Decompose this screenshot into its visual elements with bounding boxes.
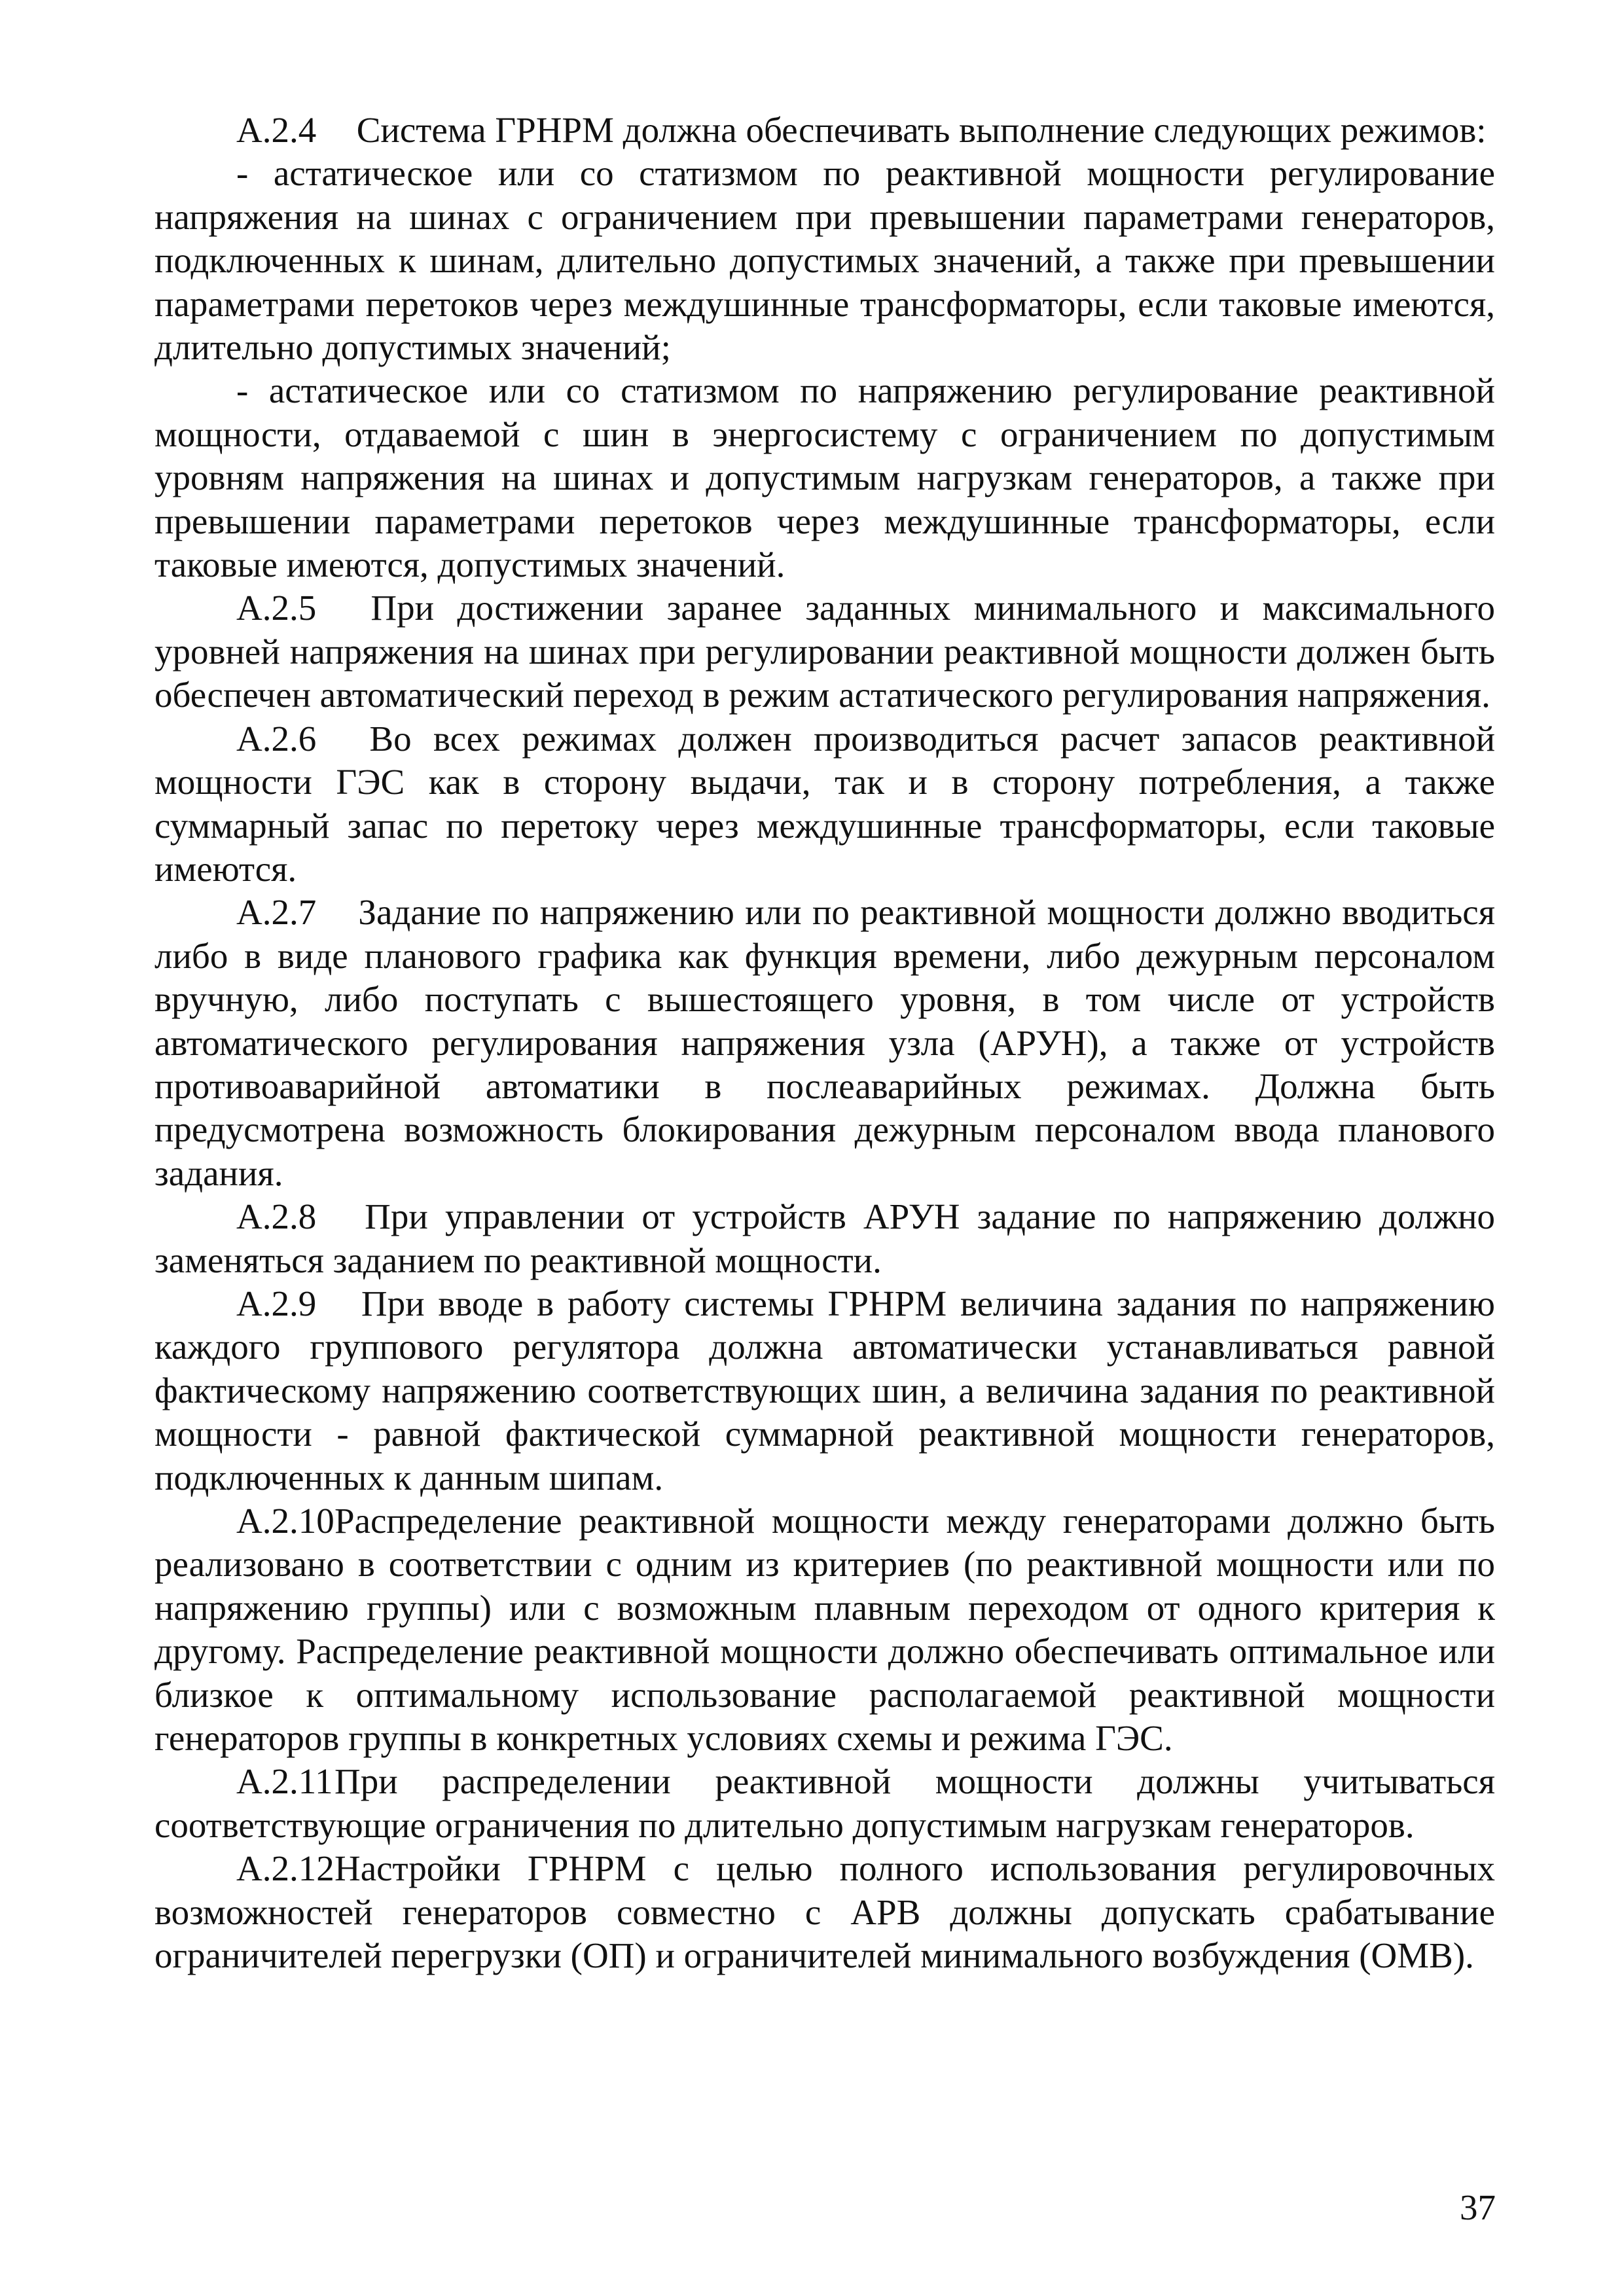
document-body	[154, 109, 1495, 1977]
paragraph-a-2-4	[154, 109, 1495, 152]
paragraph-a-2-12	[154, 1847, 1495, 1977]
clause-number: А.2.9	[236, 1283, 317, 1323]
paragraph-text: При управлении от устройств АРУН задание по напряжению должно заменяться заданием по реактивной мощности.	[154, 1196, 1496, 1280]
clause-number: А.2.11	[236, 1761, 333, 1802]
paragraph-text: - астатическое или со статизмом по реактивной мощности регулирование напряжения на шинах с ограничением при превышении параметрами генераторов, подключенных к шинам, длительно допустимых значений, а также при превышении параметрами перетоков через междушинные трансформаторы, если таковые имеются, длительно допустимых значений;	[154, 153, 1495, 368]
paragraph-a-2-7	[154, 891, 1495, 1195]
paragraph-text: Распределение реактивной мощности между генераторами должно быть реализовано в соответствии с одним из критериев (по реактивной мощности или по напряжению группы) или с возможным плавным переходом от одного критерия к другому. Распределение реактивной мощности должно обеспечивать оптимальное или близкое к оптимальному использование располагаемой реактивной мощности генераторов группы в конкретных условиях схемы и режима ГЭС.	[154, 1501, 1495, 1759]
paragraph-a-2-9	[154, 1282, 1495, 1499]
paragraph-text: Во всех режимах должен производиться расчет запасов реактивной мощности ГЭС как в сторону выдачи, так и в сторону потребления, а также суммарный запас по перетоку через междушинные трансформаторы, если таковые имеются.	[154, 718, 1496, 889]
clause-number: А.2.12	[236, 1848, 334, 1889]
list-item-reactive-power-regulation	[154, 369, 1495, 586]
paragraph-text: Система ГРНРМ должна обеспечивать выполнение следующих режимов:	[356, 110, 1487, 150]
paragraph-text: Настройки ГРНРМ с целью полного использования регулировочных возможностей генераторов совместно с АРВ должны допускать срабатывание ограничителей перегрузки (ОП) и ограничителей минимального возбуждения (ОМВ).	[154, 1848, 1495, 1976]
list-item-voltage-regulation	[154, 152, 1495, 369]
paragraph-a-2-10	[154, 1499, 1495, 1760]
paragraph-text: При достижении заранее заданных минимального и максимального уровней напряжения на шинах при регулировании реактивной мощности должен быть обеспечен автоматический переход в режим астатического регулирования напряжения.	[154, 588, 1496, 715]
paragraph-a-2-5	[154, 586, 1495, 717]
paragraph-text: При распределении реактивной мощности должны учитываться соответствующие ограничения по длительно допустимым нагрузкам генераторов.	[154, 1761, 1495, 1845]
clause-number: А.2.8	[236, 1196, 317, 1237]
paragraph-a-2-8	[154, 1195, 1495, 1282]
paragraph-text: Задание по напряжению или по реактивной мощности должно вводиться либо в виде планового графика как функция времени, либо дежурным персоналом вручную, либо поступать с вышестоящего уровня, в том числе от устройств автоматического регулирования напряжения узла (АРУН), а также от устройств противоаварийной автоматики в послеаварийных режимах. Должна быть предусмотрена возможность блокирования дежурным персоналом ввода планового задания.	[154, 892, 1496, 1193]
clause-number: А.2.10	[236, 1501, 334, 1541]
clause-number: А.2.7	[236, 892, 317, 933]
clause-number: А.2.6	[236, 718, 317, 759]
paragraph-a-2-11	[154, 1760, 1495, 1847]
clause-number: А.2.4	[236, 110, 317, 150]
paragraph-text: - астатическое или со статизмом по напряжению регулирование реактивной мощности, отдаваемой с шин в энергосистему с ограничением по допустимым уровням напряжения на шинах и допустимым нагрузкам генераторов, а также при превышении параметрами перетоков через междушинные трансформаторы, если таковые имеются, допустимых значений.	[154, 370, 1495, 585]
paragraph-a-2-6	[154, 717, 1495, 891]
paragraph-text: При вводе в работу системы ГРНРМ величина задания по напряжению каждого группового регулятора должна автоматически устанавливаться равной фактическому напряжению соответствующих шин, а величина задания по реактивной мощности - равной фактической суммарной реактивной мощности генераторов, подключенных к данным шипам.	[154, 1283, 1496, 1498]
page-number: 37	[1460, 2187, 1496, 2227]
clause-number: А.2.5	[236, 588, 317, 628]
